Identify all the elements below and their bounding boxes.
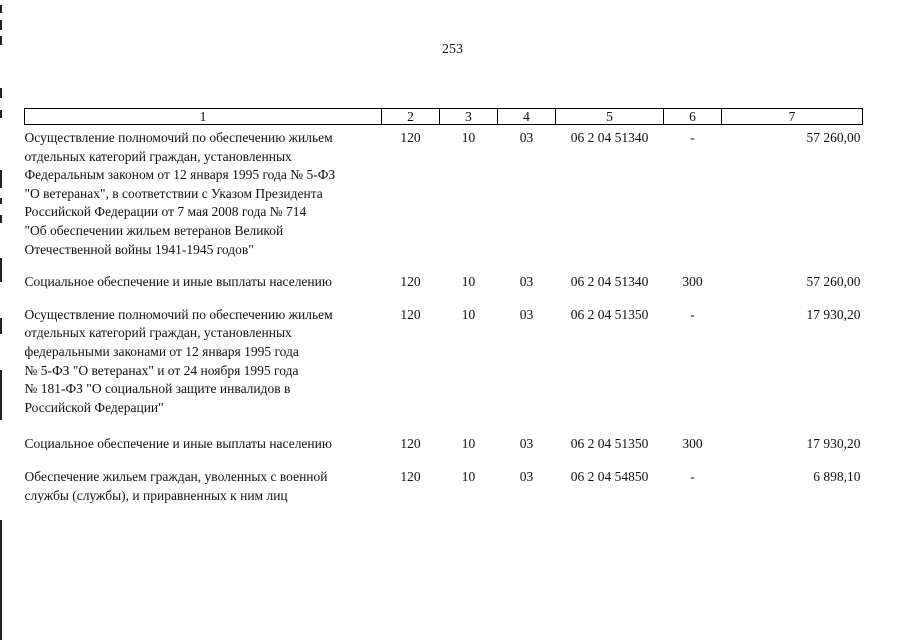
table-row [25,273,863,292]
scan-margin-line [0,215,2,223]
cell-col6: - [690,468,695,484]
scan-margin-line [0,170,2,188]
column-header: 3 [440,109,498,125]
description-line: отдельных категорий граждан, установленных [24,148,292,164]
row-spacer [25,454,863,468]
description-line: отдельных категорий граждан, установленных [24,325,292,341]
scan-margin-line [0,5,2,13]
column-header: 7 [722,109,863,125]
row-description [25,129,382,259]
scan-margin-line [0,258,2,282]
cell-col2: 120 [400,468,421,484]
cell-col5: 06 2 04 51340 [570,130,649,145]
budget-table [24,108,863,505]
cell-col5: 06 2 04 51340 [570,274,649,290]
table-header-row [25,109,863,125]
column-header: 6 [664,109,722,125]
cell-amount: 17 930,20 [806,436,861,452]
cell-col2: 120 [400,306,421,322]
cell-col4: 03 [519,274,534,290]
description-line: Отечественной войны 1941-1945 годов" [24,241,254,257]
cell-col4: 03 [519,436,534,452]
cell-col5: 06 2 04 51350 [570,306,649,322]
cell-col6: - [690,306,695,322]
scan-margin-line [0,20,2,30]
cell-col4: 03 [519,130,534,145]
description-line: Обеспечение жильем граждан, уволенных с военной [24,468,328,484]
cell-amount: 17 930,20 [806,306,861,322]
description-line: федеральными законами от 12 января 1995 года [24,343,299,359]
cell-col2: 120 [400,274,421,290]
cell-col4: 03 [519,306,534,322]
description-line: Социальное обеспечение и иные выплаты населению [24,436,332,452]
description-line: Осуществление полномочий по обеспечению жильем [24,130,333,145]
cell-col3: 10 [461,468,476,484]
cell-col2: 120 [400,130,421,145]
row-spacer [25,292,863,306]
table-row [25,306,863,418]
cell-col6: 300 [682,274,703,290]
description-line: Осуществление полномочий по обеспечению жильем [24,306,333,322]
row-spacer [25,259,863,273]
cell-col3: 10 [461,436,476,452]
table-row [25,435,863,454]
scan-margin-line [0,88,2,98]
column-header: 2 [382,109,440,125]
description-line: № 181-ФЗ "О социальной защите инвалидов в [24,381,291,397]
description-line: Российской Федерации от 7 мая 2008 года № 714 [24,204,307,220]
table-row [25,129,863,259]
table-row [25,468,863,505]
cell-col3: 10 [461,306,476,322]
scan-margin-line [0,198,2,204]
cell-col6: 300 [682,436,703,452]
row-description [25,468,382,505]
scan-margin-line [0,370,2,420]
description-line: Российской Федерации" [24,399,164,415]
cell-col6: - [690,130,695,145]
description-line: Социальное обеспечение и иные выплаты населению [24,274,332,290]
row-spacer [25,417,863,435]
description-line: Федеральным законом от 12 января 1995 года № 5-ФЗ [24,167,336,183]
column-header: 1 [25,109,382,125]
cell-amount: 6 898,10 [813,468,861,484]
cell-col3: 10 [461,274,476,290]
scan-margin-line [0,318,2,334]
cell-amount: 57 260,00 [806,274,861,290]
cell-col5: 06 2 04 51350 [570,436,649,452]
cell-amount: 57 260,00 [806,130,861,145]
cell-col5: 06 2 04 54850 [570,468,649,484]
page-number: 253 [442,42,463,57]
cell-col3: 10 [461,130,476,145]
description-line: № 5-ФЗ "О ветеранах" и от 24 ноября 1995 года [24,362,299,378]
column-header: 4 [498,109,556,125]
row-description [25,306,382,418]
description-line: "О ветеранах", в соответствии с Указом Президента [24,185,323,201]
row-description [25,435,382,454]
description-line: "Об обеспечении жильем ветеранов Великой [24,222,284,238]
cell-col4: 03 [519,468,534,484]
description-line: службы (службы), и приравненных к ним лиц [24,487,288,503]
scan-margin-line [0,110,2,118]
cell-col2: 120 [400,436,421,452]
column-header: 5 [556,109,664,125]
row-description [25,273,382,292]
scan-margin-line [0,520,2,640]
